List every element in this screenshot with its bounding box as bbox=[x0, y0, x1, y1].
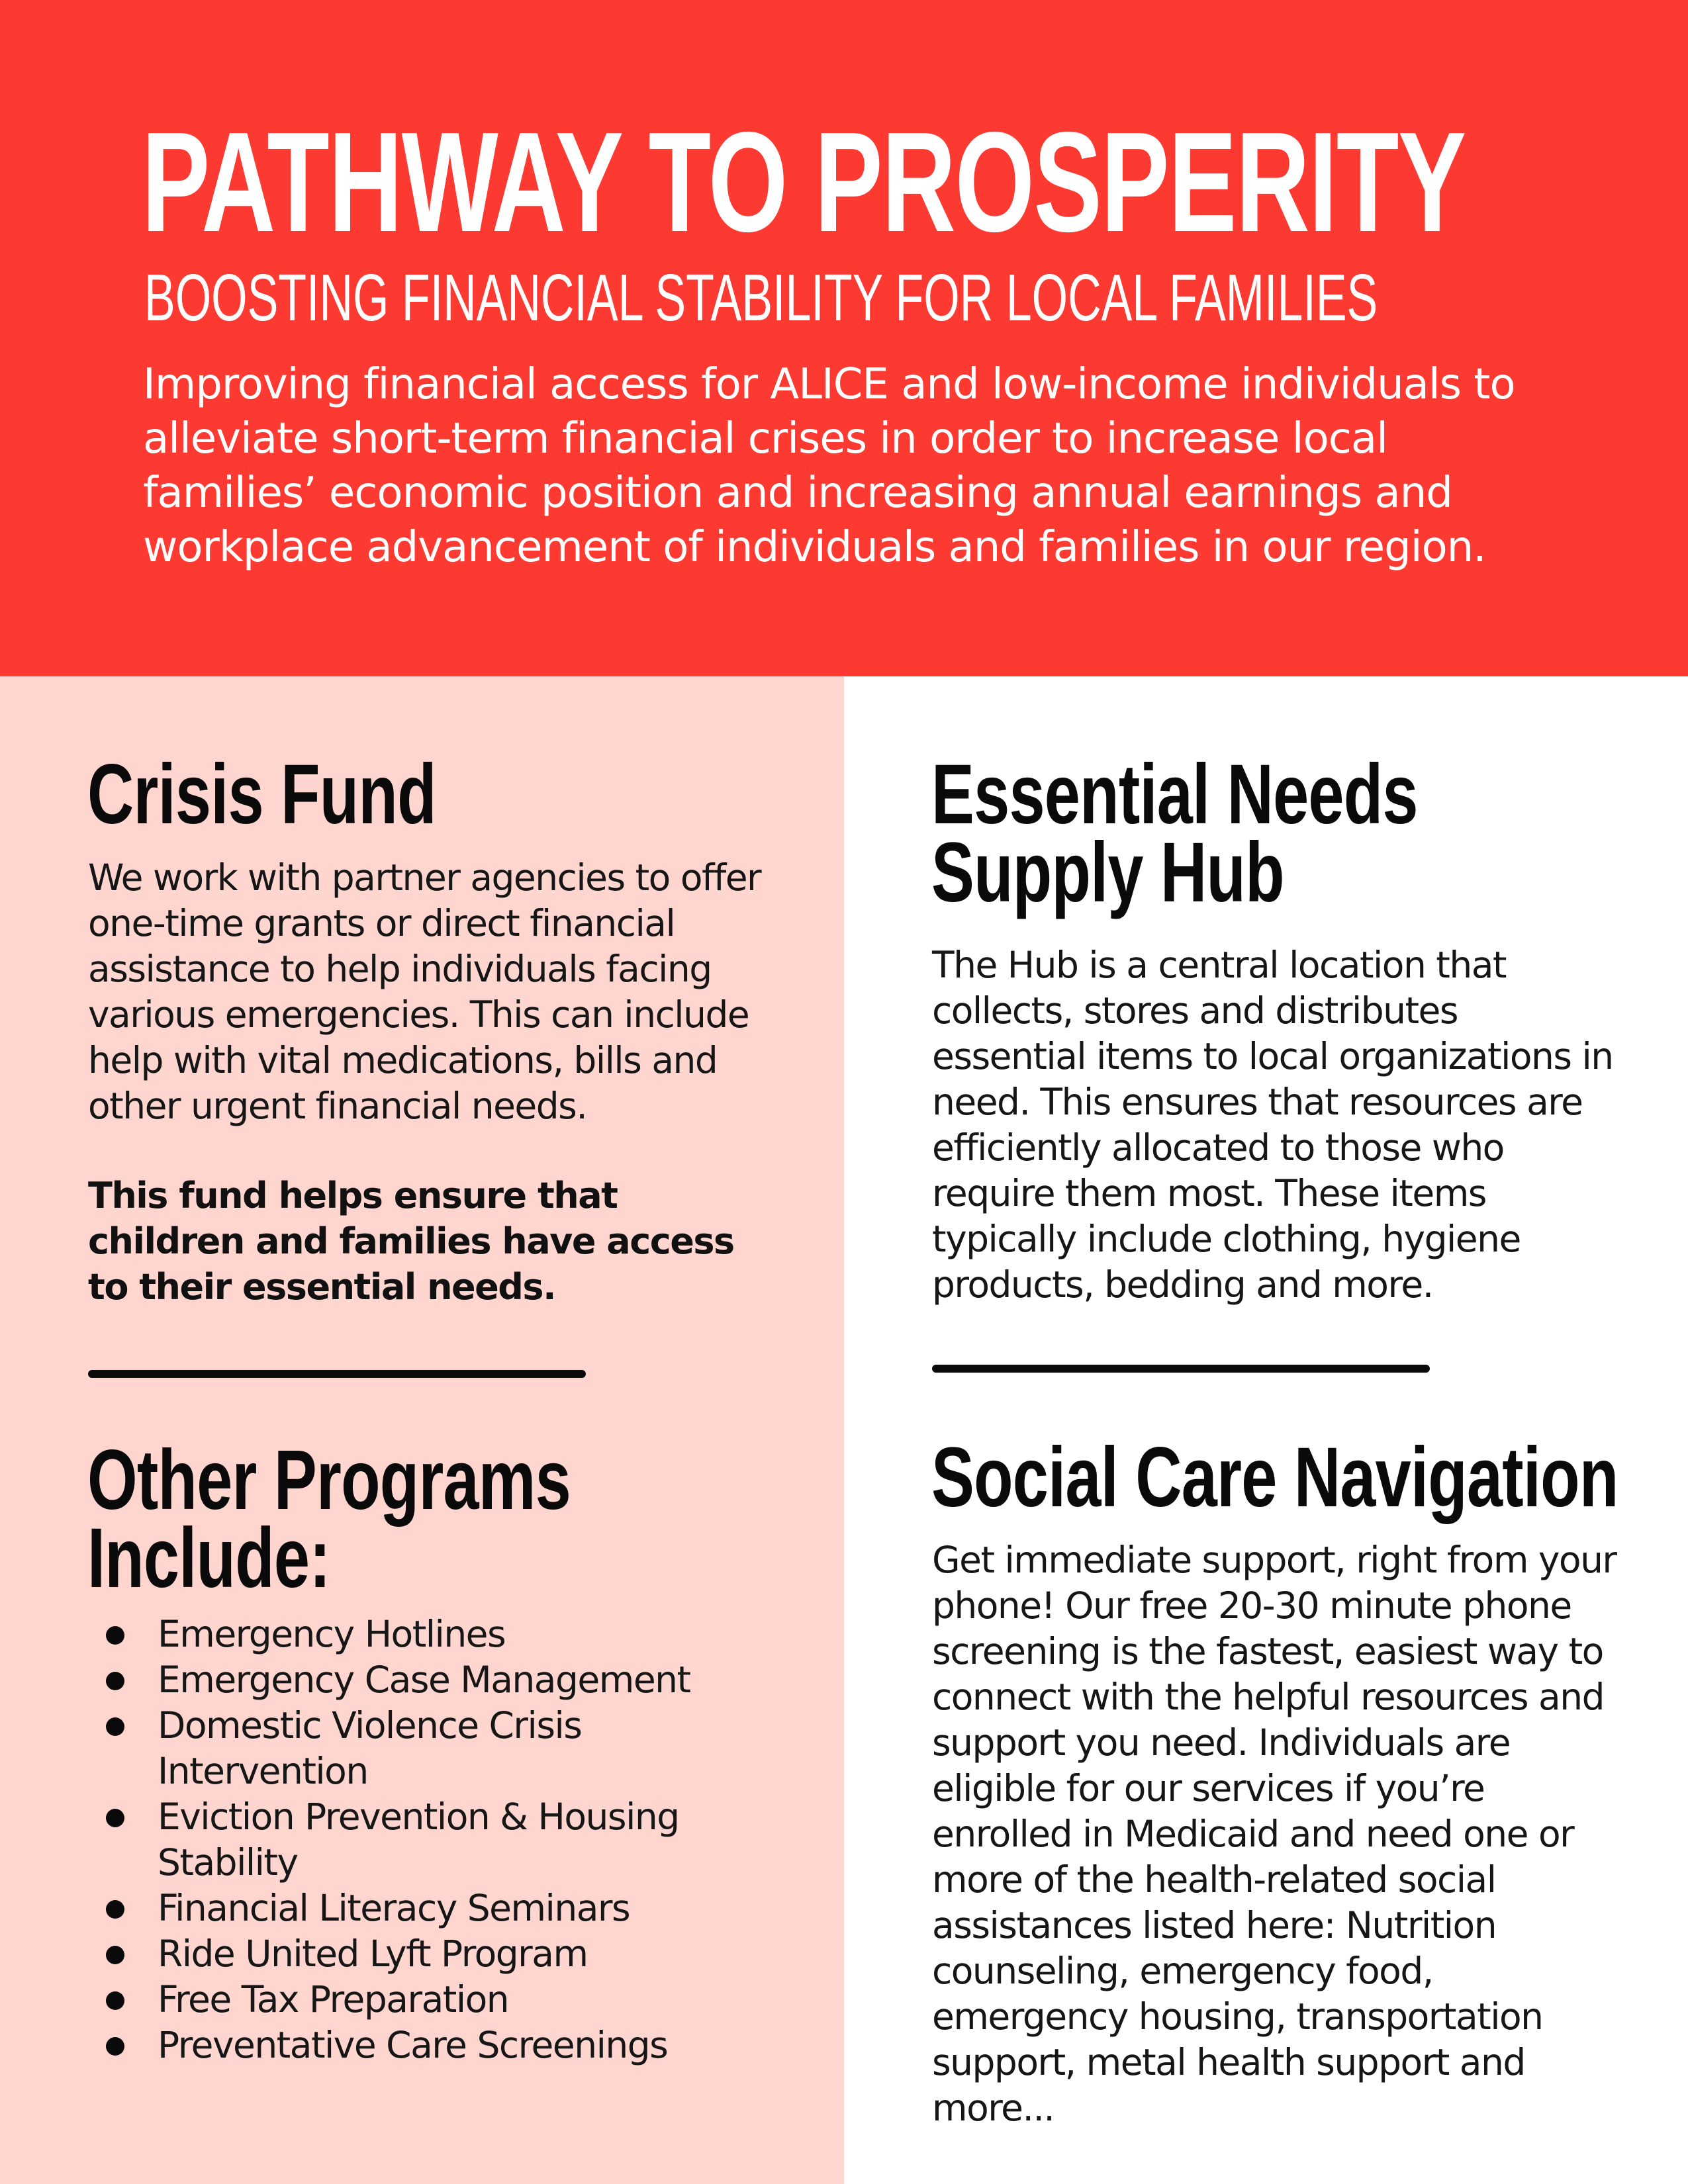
list-item: Domestic Violence Crisis Intervention bbox=[106, 1703, 801, 1794]
list-item: Preventative Care Screenings bbox=[106, 2023, 801, 2068]
divider-right bbox=[932, 1365, 1430, 1373]
page-subtitle: BOOSTING FINANCIAL STABILITY FOR LOCAL FAMILIES bbox=[144, 261, 1378, 335]
list-item: Emergency Case Management bbox=[106, 1657, 801, 1703]
bullet-icon bbox=[106, 1946, 124, 1964]
bullet-icon bbox=[106, 1991, 124, 2010]
crisis-fund-emphasis: This fund helps ensure that children and families have access to their essential needs. bbox=[88, 1175, 734, 1308]
bullet-icon bbox=[106, 1717, 124, 1736]
page-title: PATHWAY TO PROSPERITY bbox=[142, 102, 1466, 261]
bullet-icon bbox=[106, 2037, 124, 2056]
list-item: Eviction Prevention & Housing Stability bbox=[106, 1794, 801, 1886]
list-item: Emergency Hotlines bbox=[106, 1612, 801, 1657]
header-banner bbox=[0, 0, 1688, 676]
list-item: Free Tax Preparation bbox=[106, 1977, 801, 2023]
intro-paragraph: Improving financial access for ALICE and low-income individuals to alleviate short-term financial crises in order to increase local families’ economic position and increasing annual earnings and workplace advancement of individuals and families in our region. bbox=[143, 360, 1515, 572]
social-care-heading: Social Care Navigation bbox=[931, 1430, 1618, 1525]
crisis-fund-body: We work with partner agencies to offer one-time grants or direct financial assistance to help individuals facing various emergencies. This can include help with vital medications, bills and other urgent financial needs. bbox=[88, 856, 761, 1127]
divider-left bbox=[88, 1370, 586, 1378]
list-item: Financial Literacy Seminars bbox=[106, 1886, 801, 1931]
supply-hub-heading: Essential Needs Supply Hub bbox=[931, 747, 1418, 920]
other-programs-list bbox=[106, 1612, 801, 2068]
other-programs-heading: Other Programs Include: bbox=[87, 1433, 571, 1606]
bullet-icon bbox=[106, 1672, 124, 1690]
social-care-body: Get immediate support, right from your phone! Our free 20-30 minute phone screening is the fastest, easiest way to connect with the helpful resources and support you need. Individuals are eligible for our services if you’re enrolled in Medicaid and need one or more of the health-related social assistances listed here: Nutrition counseling, emergency food, emergency housing, transportation support, metal health support and more... bbox=[932, 1539, 1617, 2129]
bullet-icon bbox=[106, 1809, 124, 1827]
list-item: Ride United Lyft Program bbox=[106, 1931, 801, 1977]
bullet-icon bbox=[106, 1626, 124, 1645]
bullet-icon bbox=[106, 1900, 124, 1919]
supply-hub-body: The Hub is a central location that collects, stores and distributes essential items to local organizations in need. This ensures that resources are efficiently allocated to those who require them most. These items typically include clothing, hygiene products, bedding and more. bbox=[932, 944, 1613, 1306]
crisis-fund-heading: Crisis Fund bbox=[87, 747, 436, 842]
